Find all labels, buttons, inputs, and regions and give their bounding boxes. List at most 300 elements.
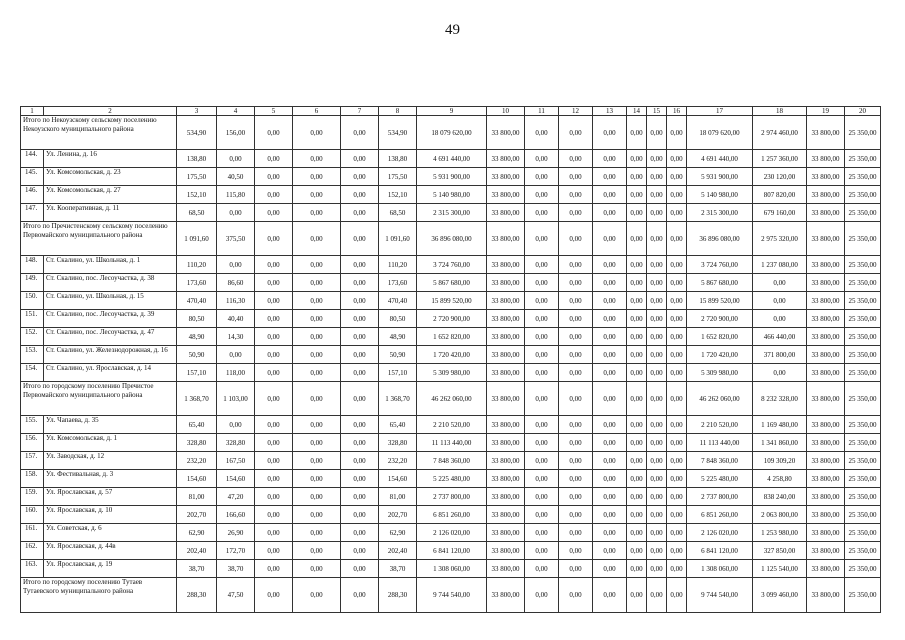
table-cell: 0,00	[667, 470, 687, 488]
column-number-cell: 3	[177, 107, 217, 116]
table-cell: 2 210 520,00	[417, 416, 487, 434]
table-cell: 0,00	[255, 204, 293, 222]
table-cell: 0,00	[667, 506, 687, 524]
table-cell: 33 800,00	[487, 150, 525, 168]
table-cell: 0,00	[341, 434, 379, 452]
table-cell: 40,50	[217, 168, 255, 186]
table-cell: 0,00	[255, 274, 293, 292]
table-cell: 25 350,00	[845, 364, 881, 382]
table-cell: 327 850,00	[753, 542, 807, 560]
table-cell: 157,10	[379, 364, 417, 382]
table-cell: 0,00	[525, 364, 559, 382]
table-cell: 6 851 260,00	[417, 506, 487, 524]
table-cell: 15 899 520,00	[417, 292, 487, 310]
table-cell: 0,00	[753, 292, 807, 310]
table-cell: 0,00	[559, 256, 593, 274]
table-cell: 118,00	[217, 364, 255, 382]
table-cell: 0,00	[647, 116, 667, 150]
table-cell: 2 975 320,00	[753, 222, 807, 256]
table-cell: 202,70	[177, 506, 217, 524]
table-cell: 0,00	[667, 256, 687, 274]
table-cell: 0,00	[667, 488, 687, 506]
table-cell: 25 350,00	[845, 488, 881, 506]
table-cell: 33 800,00	[807, 292, 845, 310]
table-cell: 0,00	[255, 524, 293, 542]
table-cell: 173,60	[177, 274, 217, 292]
column-number-cell: 9	[417, 107, 487, 116]
table-cell: 0,00	[627, 274, 647, 292]
table-cell: 0,00	[627, 488, 647, 506]
table-cell: 0,00	[627, 150, 647, 168]
table-cell: 0,00	[559, 542, 593, 560]
table-cell: 33 800,00	[487, 364, 525, 382]
table-row	[21, 274, 881, 292]
table-cell: 36 896 080,00	[417, 222, 487, 256]
table-cell: 25 350,00	[845, 346, 881, 364]
table-cell: 25 350,00	[845, 328, 881, 346]
table-cell: 0,00	[667, 168, 687, 186]
column-number-cell: 18	[753, 107, 807, 116]
table-cell: 0,00	[525, 560, 559, 578]
table-cell: 65,40	[379, 416, 417, 434]
table-cell: 679 160,00	[753, 204, 807, 222]
table-cell: 0,00	[559, 274, 593, 292]
table-cell: 18 079 620,00	[417, 116, 487, 150]
table-cell: 4 258,80	[753, 470, 807, 488]
table-cell: 1 652 820,00	[417, 328, 487, 346]
table-cell: 33 800,00	[807, 168, 845, 186]
row-number: 158.	[21, 470, 44, 488]
table-cell: 0,00	[667, 328, 687, 346]
table-cell: 7 848 360,00	[687, 452, 753, 470]
table-cell: 0,00	[559, 524, 593, 542]
subtotal-row	[21, 222, 881, 256]
table-cell: 25 350,00	[845, 382, 881, 416]
table-cell: 0,00	[255, 222, 293, 256]
table-cell: 2 126 020,00	[417, 524, 487, 542]
table-cell: 0,00	[667, 222, 687, 256]
table-cell: 0,00	[341, 256, 379, 274]
table-cell: 0,00	[593, 382, 627, 416]
table-cell: 26,90	[217, 524, 255, 542]
table-cell: 38,70	[177, 560, 217, 578]
table-cell: 0,00	[627, 542, 647, 560]
table-cell: 0,00	[341, 168, 379, 186]
subtotal-row	[21, 116, 881, 150]
table-cell: 33 800,00	[487, 116, 525, 150]
table-row	[21, 506, 881, 524]
table-cell: 25 350,00	[845, 560, 881, 578]
table-cell: 1 091,60	[379, 222, 417, 256]
table-cell: 33 800,00	[807, 382, 845, 416]
table-cell: 0,00	[667, 434, 687, 452]
table-cell: 50,90	[177, 346, 217, 364]
table-cell: 0,00	[293, 434, 341, 452]
table-cell: 0,00	[647, 186, 667, 204]
table-cell: 0,00	[255, 168, 293, 186]
table-cell: 0,00	[753, 364, 807, 382]
table-cell: 0,00	[525, 256, 559, 274]
table-cell: 466 440,00	[753, 328, 807, 346]
table-cell: 11 113 440,00	[417, 434, 487, 452]
table-cell: 0,00	[525, 452, 559, 470]
table-cell: 172,70	[217, 542, 255, 560]
table-cell: 6 841 120,00	[417, 542, 487, 560]
table-cell: 0,00	[525, 186, 559, 204]
table-cell: 0,00	[647, 488, 667, 506]
table-cell: 0,00	[593, 328, 627, 346]
table-cell: 0,00	[255, 470, 293, 488]
table-cell: 0,00	[341, 328, 379, 346]
column-number-cell: 7	[341, 107, 379, 116]
table-cell: 0,00	[593, 488, 627, 506]
table-cell: 0,00	[647, 168, 667, 186]
table-row	[21, 560, 881, 578]
table-row	[21, 524, 881, 542]
table-cell: 0,00	[293, 506, 341, 524]
table-cell: 1 237 080,00	[753, 256, 807, 274]
table-row	[21, 328, 881, 346]
table-cell: 2 210 520,00	[687, 416, 753, 434]
table-cell: 1 720 420,00	[417, 346, 487, 364]
row-number: 157.	[21, 452, 44, 470]
table-cell: 5 931 900,00	[417, 168, 487, 186]
table-cell: 0,00	[293, 150, 341, 168]
table-cell: 0,00	[627, 222, 647, 256]
table-cell: 25 350,00	[845, 434, 881, 452]
table-cell: 33 800,00	[807, 488, 845, 506]
row-number: 147.	[21, 204, 44, 222]
table-cell: 175,50	[379, 168, 417, 186]
table-cell: 0,00	[593, 186, 627, 204]
table-cell: 5 309 980,00	[687, 364, 753, 382]
table-cell: 2 737 800,00	[687, 488, 753, 506]
table-cell: 167,50	[217, 452, 255, 470]
table-cell: 33 800,00	[807, 116, 845, 150]
table-cell: 80,50	[177, 310, 217, 328]
table-cell: 0,00	[593, 452, 627, 470]
row-number: 144.	[21, 150, 44, 168]
table-cell: 0,00	[293, 382, 341, 416]
table-cell: 9 744 540,00	[687, 578, 753, 613]
table-row	[21, 470, 881, 488]
table-cell: 0,00	[593, 560, 627, 578]
table-cell: 3 724 760,00	[687, 256, 753, 274]
table-cell: 0,00	[559, 168, 593, 186]
table-cell: 0,00	[559, 204, 593, 222]
table-cell: 33 800,00	[487, 256, 525, 274]
table-cell: 46 262 060,00	[417, 382, 487, 416]
column-number-cell: 5	[255, 107, 293, 116]
table-cell: 0,00	[293, 256, 341, 274]
table-cell: 33 800,00	[487, 434, 525, 452]
table-cell: 9 744 540,00	[417, 578, 487, 613]
column-number-cell: 14	[627, 107, 647, 116]
table-cell: 0,00	[525, 168, 559, 186]
table-cell: 0,00	[293, 470, 341, 488]
column-number-cell: 4	[217, 107, 255, 116]
table-cell: 0,00	[753, 310, 807, 328]
table-cell: 175,50	[177, 168, 217, 186]
table-row	[21, 168, 881, 186]
table-row	[21, 310, 881, 328]
table-cell: 0,00	[627, 382, 647, 416]
table-cell: 33 800,00	[487, 542, 525, 560]
table-cell: 33 800,00	[487, 346, 525, 364]
table-cell: 0,00	[217, 204, 255, 222]
table-cell: 110,20	[177, 256, 217, 274]
table-cell: 33 800,00	[807, 524, 845, 542]
table-cell: 166,60	[217, 506, 255, 524]
table-cell: 0,00	[593, 434, 627, 452]
table-cell: 328,80	[217, 434, 255, 452]
table-cell: 0,00	[593, 292, 627, 310]
table-cell: 202,40	[379, 542, 417, 560]
table-cell: 0,00	[559, 150, 593, 168]
table-cell: 0,00	[341, 542, 379, 560]
table-cell: 152,10	[177, 186, 217, 204]
table-cell: 0,00	[627, 116, 647, 150]
table-cell: 0,00	[525, 204, 559, 222]
table-cell: 2 126 020,00	[687, 524, 753, 542]
table-cell: 1 091,60	[177, 222, 217, 256]
table-cell: 157,10	[177, 364, 217, 382]
table-cell: 2 315 300,00	[687, 204, 753, 222]
table-cell: 0,00	[627, 524, 647, 542]
table-cell: 0,00	[593, 364, 627, 382]
table-cell: 33 800,00	[487, 204, 525, 222]
address-cell: Ул. Комсомольская, д. 27	[44, 186, 177, 204]
table-cell: 0,00	[293, 292, 341, 310]
table-cell: 0,00	[667, 150, 687, 168]
table-cell: 7 848 360,00	[417, 452, 487, 470]
table-cell: 116,30	[217, 292, 255, 310]
row-number: 162.	[21, 542, 44, 560]
table-cell: 1 125 540,00	[753, 560, 807, 578]
table-cell: 0,00	[667, 416, 687, 434]
address-cell: Ул. Комсомольская, д. 1	[44, 434, 177, 452]
table-cell: 0,00	[525, 416, 559, 434]
table-cell: 0,00	[293, 168, 341, 186]
table-row	[21, 488, 881, 506]
table-cell: 0,00	[217, 346, 255, 364]
row-number: 146.	[21, 186, 44, 204]
table-cell: 4 691 440,00	[687, 150, 753, 168]
table-cell: 328,80	[177, 434, 217, 452]
table-cell: 0,00	[667, 452, 687, 470]
table-cell: 0,00	[341, 292, 379, 310]
table-row	[21, 204, 881, 222]
column-number-cell: 16	[667, 107, 687, 116]
table-cell: 470,40	[177, 292, 217, 310]
table-cell: 0,00	[667, 310, 687, 328]
table-cell: 1 253 980,00	[753, 524, 807, 542]
table-cell: 0,00	[627, 292, 647, 310]
table-cell: 0,00	[559, 116, 593, 150]
table-cell: 0,00	[647, 274, 667, 292]
table-cell: 33 800,00	[807, 506, 845, 524]
table-cell: 0,00	[255, 256, 293, 274]
table-cell: 2 720 900,00	[417, 310, 487, 328]
table-row	[21, 416, 881, 434]
table-cell: 62,90	[177, 524, 217, 542]
table-cell: 0,00	[667, 186, 687, 204]
table-cell: 0,00	[255, 488, 293, 506]
row-number: 150.	[21, 292, 44, 310]
table-cell: 0,00	[627, 328, 647, 346]
table-cell: 5 309 980,00	[417, 364, 487, 382]
table-cell: 25 350,00	[845, 506, 881, 524]
table-cell: 138,80	[177, 150, 217, 168]
table-cell: 33 800,00	[807, 416, 845, 434]
table-cell: 1 103,00	[217, 382, 255, 416]
table-cell: 0,00	[627, 256, 647, 274]
table-cell: 0,00	[525, 116, 559, 150]
table-cell: 25 350,00	[845, 310, 881, 328]
table-cell: 109 309,20	[753, 452, 807, 470]
table-cell: 0,00	[341, 204, 379, 222]
table-cell: 0,00	[293, 346, 341, 364]
table-cell: 138,80	[379, 150, 417, 168]
table-cell: 0,00	[593, 310, 627, 328]
table-cell: 0,00	[341, 416, 379, 434]
table-cell: 33 800,00	[807, 542, 845, 560]
table-cell: 15 899 520,00	[687, 292, 753, 310]
table-cell: 202,70	[379, 506, 417, 524]
table-cell: 33 800,00	[807, 328, 845, 346]
table-cell: 0,00	[647, 150, 667, 168]
table-cell: 33 800,00	[807, 186, 845, 204]
housing-registry-table	[20, 106, 881, 613]
table-row	[21, 256, 881, 274]
table-cell: 0,00	[753, 274, 807, 292]
table-cell: 0,00	[341, 186, 379, 204]
table-cell: 0,00	[293, 542, 341, 560]
table-cell: 154,60	[379, 470, 417, 488]
table-cell: 0,00	[559, 506, 593, 524]
table-cell: 0,00	[647, 310, 667, 328]
table-cell: 48,90	[177, 328, 217, 346]
table-cell: 0,00	[593, 470, 627, 488]
table-row	[21, 150, 881, 168]
table-cell: 0,00	[559, 310, 593, 328]
table-cell: 0,00	[341, 274, 379, 292]
table-cell: 33 800,00	[487, 560, 525, 578]
table-cell: 0,00	[593, 346, 627, 364]
table-cell: 0,00	[627, 470, 647, 488]
table-cell: 0,00	[667, 524, 687, 542]
table-cell: 0,00	[593, 150, 627, 168]
table-cell: 0,00	[559, 382, 593, 416]
table-cell: 0,00	[647, 292, 667, 310]
table-cell: 0,00	[341, 470, 379, 488]
table-cell: 33 800,00	[807, 256, 845, 274]
table-cell: 0,00	[525, 524, 559, 542]
table-cell: 0,00	[559, 346, 593, 364]
row-number: 160.	[21, 506, 44, 524]
column-number-cell: 13	[593, 107, 627, 116]
table-cell: 0,00	[293, 578, 341, 613]
table-cell: 1 308 060,00	[417, 560, 487, 578]
table-cell: 0,00	[647, 364, 667, 382]
table-cell: 0,00	[667, 274, 687, 292]
table-cell: 25 350,00	[845, 150, 881, 168]
table-cell: 33 800,00	[487, 506, 525, 524]
table-cell: 0,00	[627, 346, 647, 364]
table-cell: 0,00	[217, 416, 255, 434]
row-number: 161.	[21, 524, 44, 542]
row-number: 154.	[21, 364, 44, 382]
table-cell: 33 800,00	[807, 578, 845, 613]
table-cell: 25 350,00	[845, 168, 881, 186]
table-cell: 50,90	[379, 346, 417, 364]
table-cell: 2 737 800,00	[417, 488, 487, 506]
table-cell: 807 820,00	[753, 186, 807, 204]
table-cell: 2 720 900,00	[687, 310, 753, 328]
table-cell: 0,00	[647, 434, 667, 452]
table-cell: 0,00	[627, 416, 647, 434]
table-cell: 68,50	[177, 204, 217, 222]
table-cell: 0,00	[293, 204, 341, 222]
address-cell: Ст. Скалино, ул. Школьная, д. 15	[44, 292, 177, 310]
table-cell: 0,00	[341, 488, 379, 506]
row-number: 159.	[21, 488, 44, 506]
table-cell: 81,00	[177, 488, 217, 506]
row-number: 151.	[21, 310, 44, 328]
table-cell: 534,90	[379, 116, 417, 150]
table-cell: 0,00	[525, 488, 559, 506]
table-cell: 0,00	[647, 204, 667, 222]
table-cell: 0,00	[293, 222, 341, 256]
table-cell: 0,00	[593, 116, 627, 150]
table-cell: 5 140 980,00	[687, 186, 753, 204]
table-cell: 47,50	[217, 578, 255, 613]
table-cell: 232,20	[379, 452, 417, 470]
subtotal-row	[21, 578, 881, 613]
table-cell: 8 232 328,00	[753, 382, 807, 416]
table-cell: 33 800,00	[487, 186, 525, 204]
table-cell: 156,00	[217, 116, 255, 150]
table-cell: 25 350,00	[845, 470, 881, 488]
table-cell: 0,00	[667, 578, 687, 613]
column-number-cell: 6	[293, 107, 341, 116]
table-cell: 33 800,00	[487, 168, 525, 186]
subtotal-label: Итого по городскому поселению Пречистое Первомайского муниципального района	[21, 382, 177, 416]
table-cell: 470,40	[379, 292, 417, 310]
table-cell: 33 800,00	[487, 416, 525, 434]
table-cell: 5 225 480,00	[687, 470, 753, 488]
table-cell: 38,70	[217, 560, 255, 578]
address-cell: Ст. Скалино, пос. Лесоучастка, д. 39	[44, 310, 177, 328]
table-cell: 33 800,00	[487, 452, 525, 470]
table-cell: 0,00	[255, 310, 293, 328]
table-cell: 0,00	[217, 150, 255, 168]
table-cell: 5 225 480,00	[417, 470, 487, 488]
table-cell: 1 257 360,00	[753, 150, 807, 168]
table-cell: 11 113 440,00	[687, 434, 753, 452]
table-cell: 0,00	[559, 488, 593, 506]
column-number-cell: 8	[379, 107, 417, 116]
table-cell: 0,00	[525, 346, 559, 364]
table-cell: 1 652 820,00	[687, 328, 753, 346]
column-number-cell: 19	[807, 107, 845, 116]
address-cell: Ул. Комсомольская, д. 23	[44, 168, 177, 186]
table-cell: 18 079 620,00	[687, 116, 753, 150]
table-cell: 1 368,70	[379, 382, 417, 416]
table-cell: 0,00	[647, 256, 667, 274]
table-cell: 0,00	[559, 292, 593, 310]
table-cell: 0,00	[647, 346, 667, 364]
